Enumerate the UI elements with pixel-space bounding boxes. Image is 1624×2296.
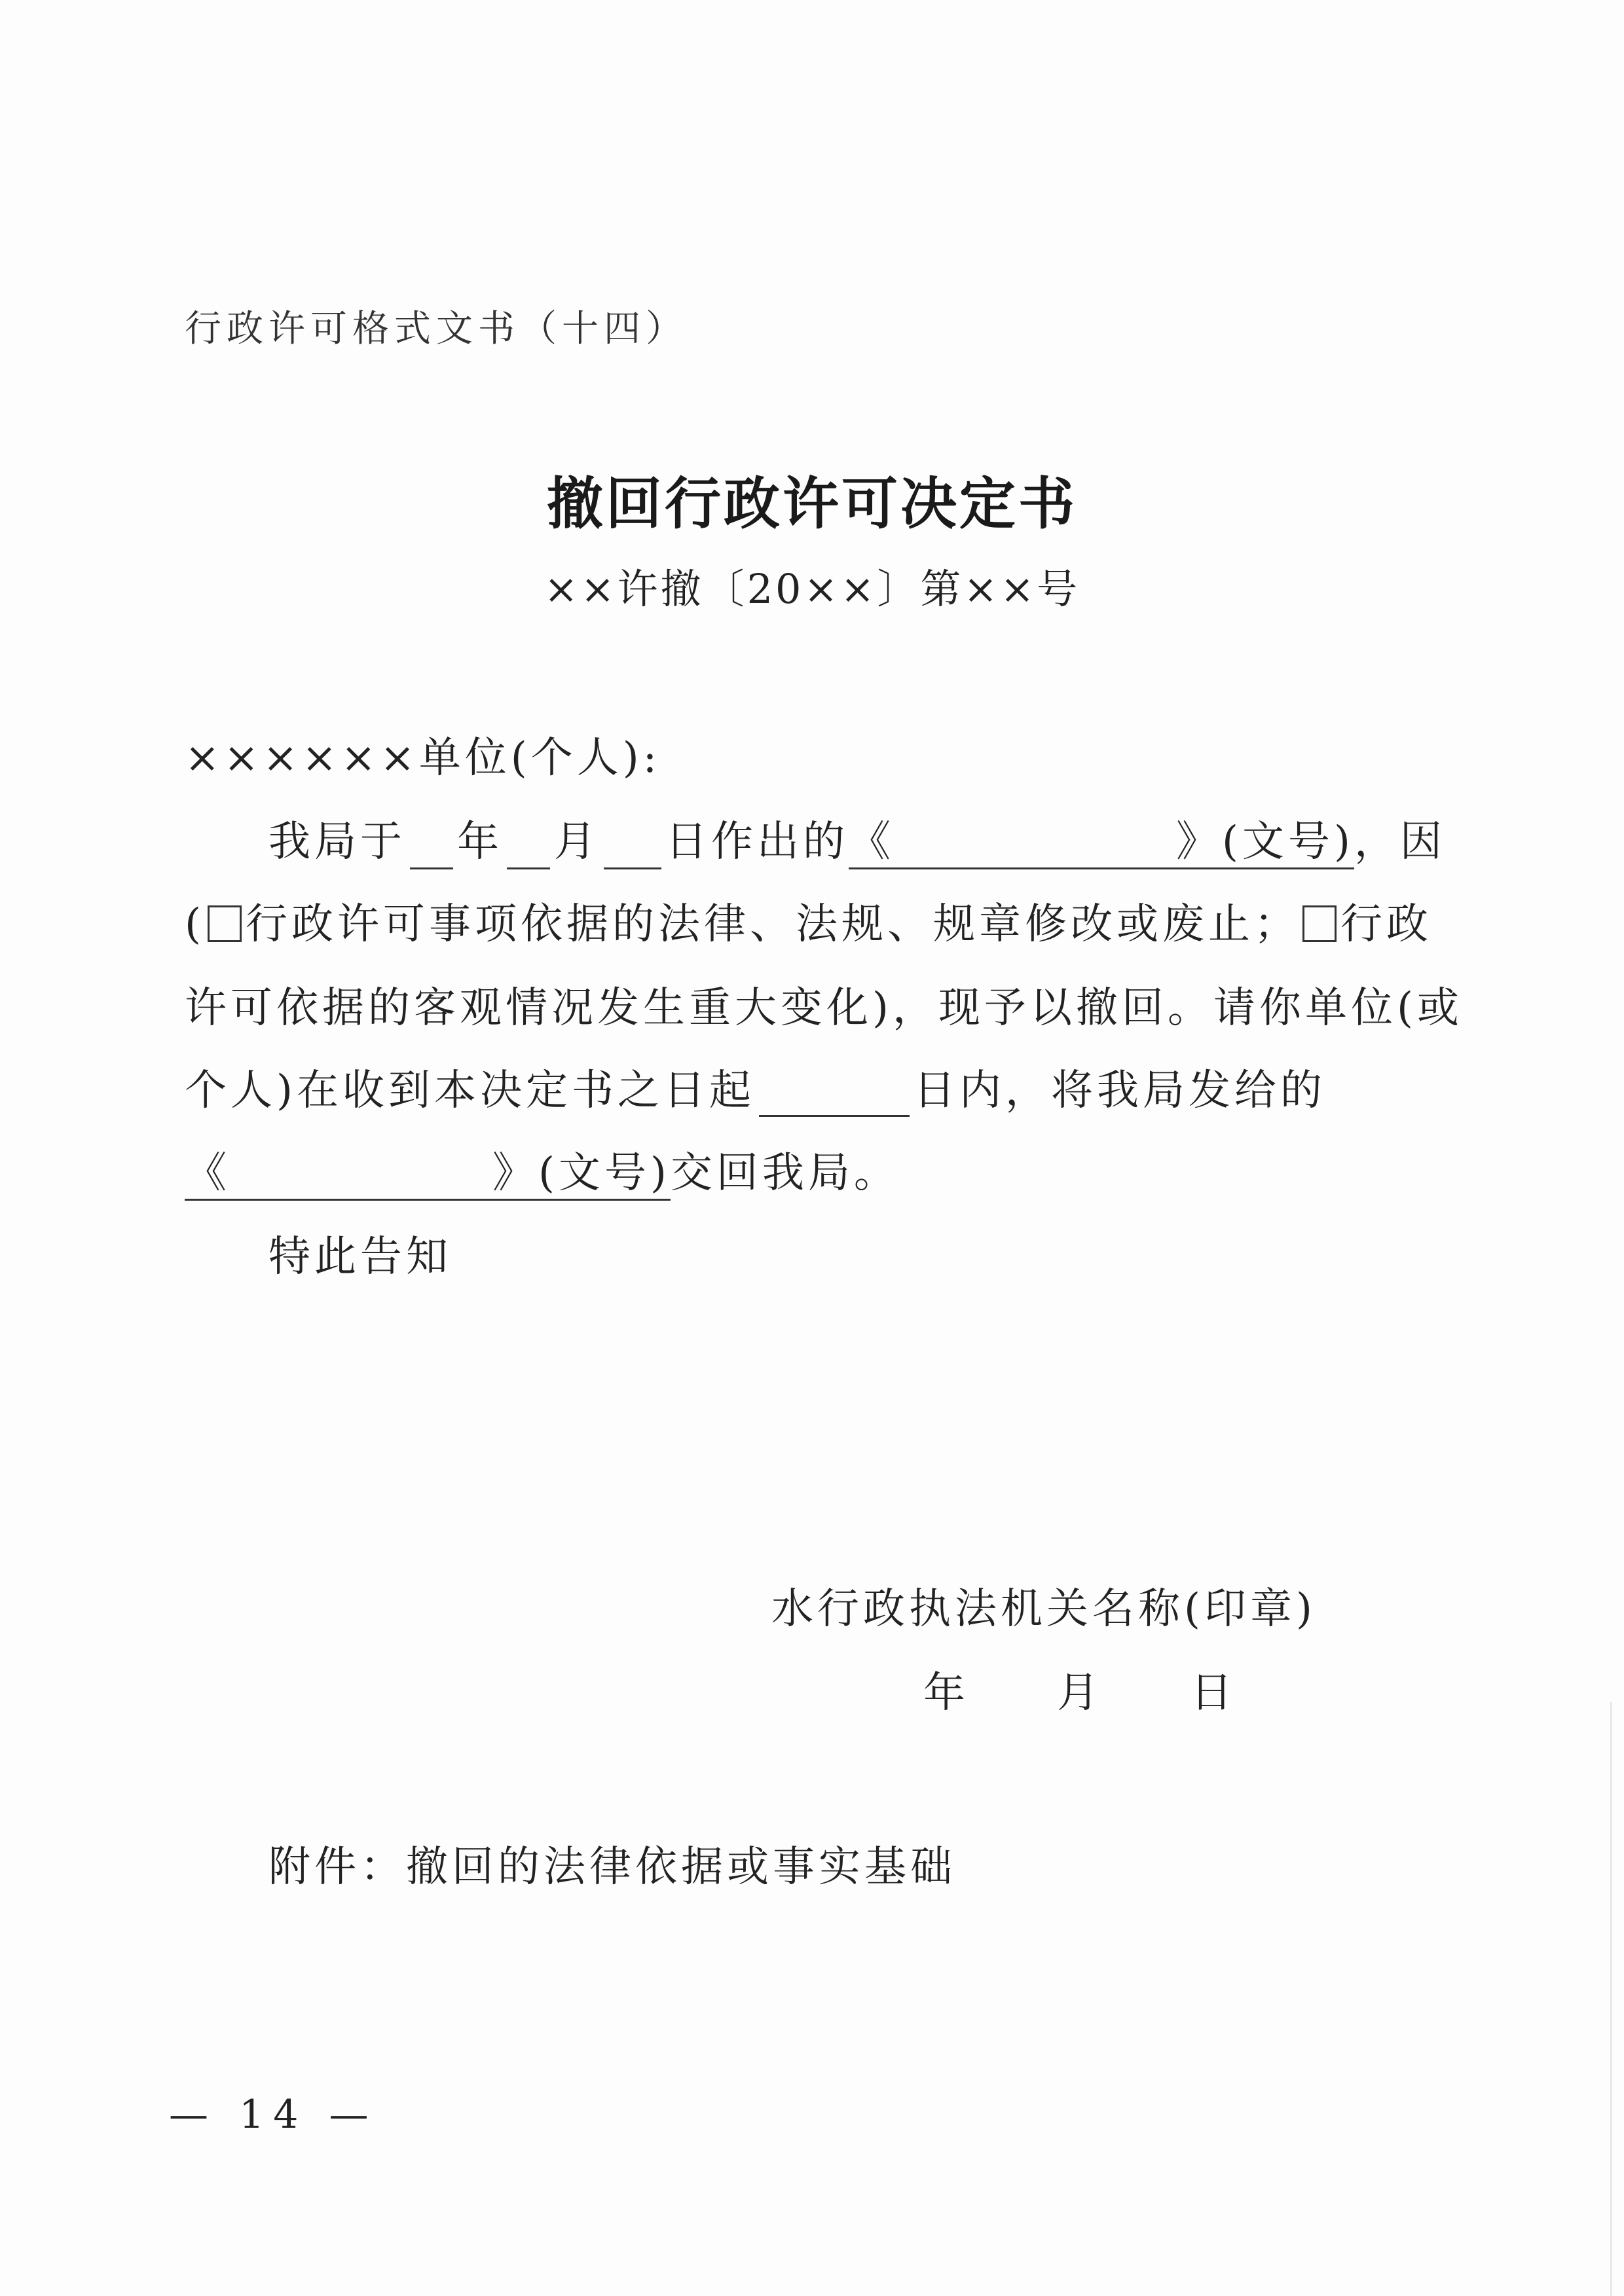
attachment-note: 附件：撤回的法律依据或事实基础: [268, 1843, 956, 1891]
body-line-4: [185, 1065, 1326, 1117]
document-title: 撤回行政许可决定书: [547, 471, 1077, 537]
signature-org: 水行政执法机关名称(印章): [771, 1585, 1316, 1633]
text-fragment: 年: [457, 818, 503, 866]
body-line-1: [268, 816, 1446, 869]
blank-days: [759, 1072, 910, 1117]
text-fragment: 《: [849, 818, 895, 866]
text-fragment: 》(文号): [1176, 818, 1354, 866]
text-fragment: 个人)在收到本决定书之日起: [185, 1066, 755, 1115]
blank-year: [410, 824, 453, 869]
body-line-5: [185, 1147, 900, 1199]
text-fragment: ，因: [1354, 818, 1446, 866]
checkbox-law-change[interactable]: [208, 905, 242, 942]
date-year: 年: [923, 1669, 965, 1717]
scan-edge-line: [1610, 1702, 1612, 2296]
date-month: 月: [1057, 1669, 1099, 1717]
text-fragment: (: [185, 900, 205, 949]
text-fragment: 行政: [1340, 900, 1432, 949]
addressee: ××××××单位(个人):: [185, 734, 661, 782]
body-line-3: 许可依据的客观情况发生重大变化)，现予以撤回。请你单位(或: [185, 984, 1463, 1032]
checkbox-circumstance-change[interactable]: [1302, 905, 1337, 942]
text-fragment: 日内，将我局发给的: [913, 1066, 1326, 1115]
blank-day: [604, 824, 661, 869]
text-fragment: 日作出的: [665, 818, 849, 866]
page-number: — 14 —: [169, 2092, 378, 2138]
body-line-2: [185, 898, 1432, 951]
signature-date: [923, 1667, 1232, 1719]
document-number: ××许撤〔20××〕第××号: [544, 565, 1080, 613]
text-fragment: 月: [554, 818, 600, 866]
text-fragment: 我局于: [268, 818, 406, 866]
text-fragment: 》(文号): [492, 1149, 671, 1197]
text-fragment: 《: [185, 1149, 231, 1197]
header-note: 行政许可格式文书（十四）: [185, 308, 688, 350]
text-fragment: 行政许可事项依据的法律、法规、规章修改或废止；: [245, 900, 1300, 949]
closing-text: 特此告知: [268, 1233, 452, 1281]
underlined-doc-title-1: [849, 818, 1354, 869]
underlined-doc-title-2: [185, 1149, 671, 1201]
text-fragment: 交回我局。: [670, 1149, 900, 1197]
blank-month: [507, 824, 550, 869]
date-day: 日: [1190, 1669, 1232, 1717]
